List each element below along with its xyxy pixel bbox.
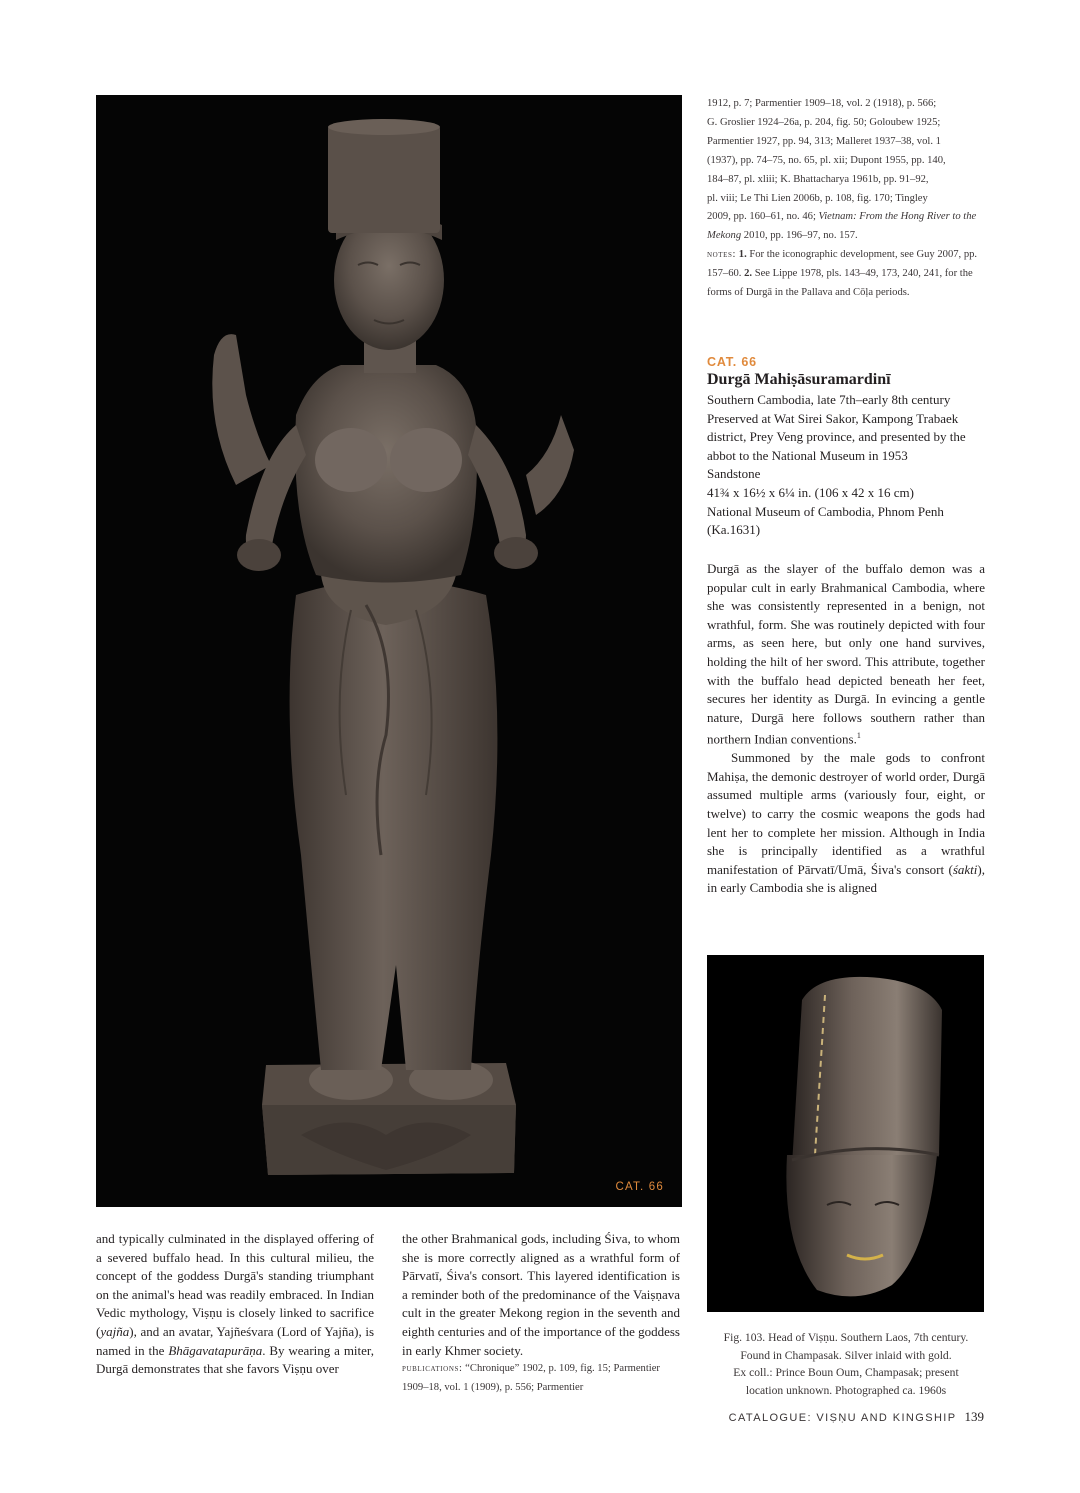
references-block [707, 95, 987, 303]
entry-body-text [707, 560, 985, 898]
main-figure-durga-statue [96, 95, 682, 1207]
main-figure-tag: CAT. 66 [615, 1181, 664, 1193]
vishnu-head-illustration [707, 955, 984, 1312]
meta-collection: National Museum of Cambodia, Phnom Penh (Ka.1631) [707, 503, 944, 538]
publications-label: publications: [402, 1363, 463, 1375]
figure-103-vishnu-head [707, 955, 984, 1312]
meta-provenance: Preserved at Wat Sirei Sakor, Kampong Trabaek district, Prey Veng province, and presented by the abbot to the National Museum in 1953 [707, 410, 966, 463]
statue-illustration [96, 95, 682, 1207]
running-footer-section: CATALOGUE: VIṢṆU AND KINGSHIP [728, 1412, 957, 1424]
body-column-middle [402, 1230, 680, 1397]
catalogue-metadata [707, 391, 985, 540]
catalogue-title: Durgā Mahiṣāsuramardinī [707, 371, 891, 388]
publications-text: “Chronique” 1902, p. 109, fig. 15; Parmentier 1909–18, vol. 1 (1909), p. 556; Parmentier [402, 1363, 660, 1393]
page-footer [729, 1409, 984, 1425]
note-2-number: 2. [744, 268, 753, 280]
ref-vietnam-title: Vietnam: From the Hong River to the Mekong [707, 211, 977, 242]
body-column-left [96, 1230, 374, 1379]
ref-line: G. Groslier 1924–26a, p. 204, fig. 50; Goloubew 1925; [707, 116, 941, 128]
page-number: 139 [964, 1409, 984, 1424]
footnote-ref: 1 [856, 731, 861, 741]
ref-line: Parmentier 1927, pp. 94, 313; Malleret 1937–38, vol. 1 [707, 135, 941, 147]
catalogue-number: CAT. 66 [707, 355, 757, 369]
notes-label: notes: [707, 249, 737, 261]
ref-line: pl. viii; Le Thi Lien 2006b, p. 108, fig. 170; Tingley [707, 192, 928, 204]
figure-103-caption: Fig. 103. Head of Viṣṇu. Southern Laos, 7th century. Found in Champasak. Silver inlaid with gold. Ex coll.: Prince Boun Oum, Champasak; present location unknown. Photographed ca. 1960s [723, 1331, 969, 1397]
note-2-text: See Lippe 1978, pls. 143–49, 173, 240, 241, for the forms of Durgā in the Pallava and Cōḷa periods. [707, 268, 973, 299]
ref-line: 1912, p. 7; Parmentier 1909–18, vol. 2 (1918), p. 566; [707, 98, 937, 109]
ref-vietnam-tail: 2010, pp. 196–97, no. 157. [741, 230, 858, 242]
ref-line: 184–87, pl. xliii; K. Bhattacharya 1961b, pp. 91–92, [707, 173, 929, 185]
meta-dimensions: 41¾ x 16½ x 6¼ in. (106 x 42 x 16 cm) [707, 484, 914, 500]
publications-block [402, 1360, 680, 1397]
ref-line: 2009, pp. 160–61, no. 46; [707, 211, 816, 223]
middle-column-paragraph: the other Brahmanical gods, including Śiva, to whom she is more correctly aligned as a wrathful form of Pārvatī, Śiva's consort. This layered identification is a reminder both of the predominance of the Vaiṣṇava cult in the greater Mekong region in the seventh and eighth centuries and of the importance of the goddess in early Khmer society. [402, 1231, 680, 1358]
meta-origin: Southern Cambodia, late 7th–early 8th century [707, 392, 951, 407]
note-1-text: For the iconographic development, see Guy 2007, pp. 157–60. [707, 249, 978, 280]
entry-paragraph-1: Durgā as the slayer of the buffalo demon was a popular cult in early Brahmanical Cambodia, where she was consistently represented in a benign, not wrathful, form. She was routinely depicted with four arms, as seen here, but only one hand survives, holding the hilt of her sword. This attribute, together with the buffalo head depicted beneath her feet, secures her identity as Durgā. In evincing a gentle nature, Durgā here follows southern rather than northern Indian conventions.$^1$ [707, 561, 985, 747]
ref-line: (1937), pp. 74–75, no. 65, pl. xii; Dupont 1955, pp. 140, [707, 154, 946, 166]
meta-material: Sandstone [707, 466, 761, 482]
note-1-number: 1. [738, 249, 747, 261]
entry-paragraph-2: Summoned by the male gods to confront Mahiṣa, the demonic destroyer of world order, Durgā assumed multiple arms (variously four, eight, or twelve) to carry the cosmic weapons the gods had lent her to complete her mission. Although in India she is principally identified as a wrathful manifestation of Pārvatī/Umā, Śiva's consort (śakti), in early Cambodia she is aligned [707, 750, 985, 896]
left-column-paragraph: and typically culminated in the displayed offering of a severed buffalo head. In this cultural milieu, the concept of the goddess Durgā's standing triumphant on the animal's head was readily embraced. In Indian Vedic mythology, Viṣṇu is closely linked to sacrifice (yajña), and an avatar, Yajñeśvara (Lord of Yajña), is named in the Bhāgavatapurāṇa. By wearing a miter, Durgā demonstrates that she favors Viṣṇu over [96, 1231, 374, 1377]
